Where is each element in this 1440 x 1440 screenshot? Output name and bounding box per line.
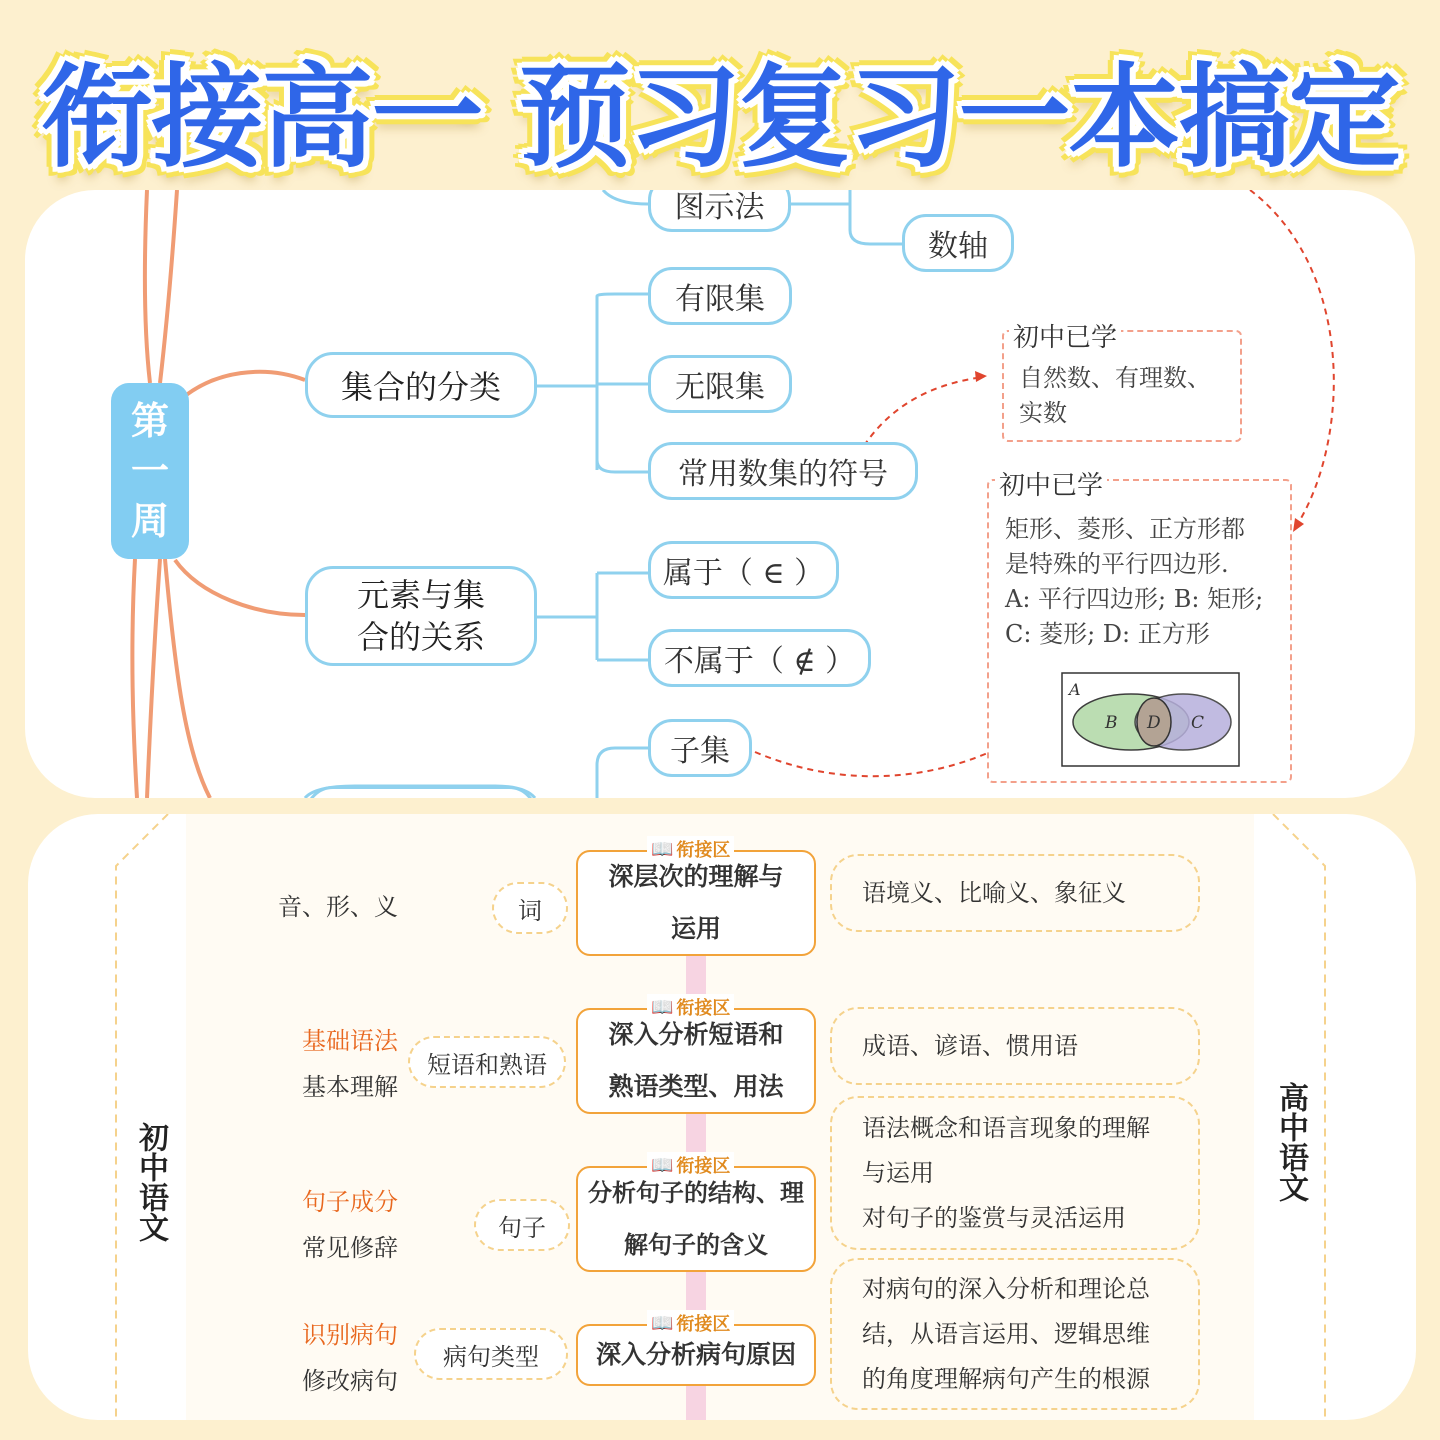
category-pill-faulty-sentence[interactable] [414,1328,568,1380]
note-line: 矩形、菱形、正方形都 [1005,515,1245,543]
bridge-line: 深层次的理解与 [608,862,784,891]
banner-title: 衔接高一 预习复习一本搞定 [41,53,1399,183]
leaf-label: 无限集 [675,370,765,405]
bridge-zone-tag [647,1152,734,1178]
junior-topic-highlight: 基础语法 [302,1027,398,1055]
senior-topic-line: 结，从语言运用、逻辑思维 [862,1319,1150,1348]
junior-chinese-label [130,1122,170,1250]
note-line: 自然数、有理数、 [1019,364,1211,392]
note-line: 实数 [1019,399,1067,427]
venn-label-b: B [1105,713,1118,733]
bridge-line: 熟语类型、用法 [608,1072,784,1101]
note-line: C: 菱形; D: 正方形 [1005,620,1210,648]
leaf-label: 属于（ ∈ ） [662,556,825,591]
venn-label-d: D [1147,713,1161,733]
topic-partial-bottom[interactable] [305,786,537,798]
junior-topic-line: 基本理解 [302,1073,398,1101]
pill-label: 短语和熟语 [427,1050,547,1079]
week-char-2: 一 [130,449,169,493]
senior-topic-line: 语法概念和语言现象的理解 [862,1113,1150,1142]
category-pill-sentence[interactable] [474,1199,570,1251]
bridge-node[interactable] [576,850,816,956]
pill-label: 病句类型 [443,1342,539,1371]
note-title: 初中已学 [1009,317,1121,354]
leaf-label: 有限集 [675,282,765,317]
week-label [111,383,189,559]
senior-topic [830,1096,1200,1250]
bridge-line: 深入分析短语和 [608,1020,784,1049]
leaf-finite-set[interactable] [648,267,792,325]
bridge-line: 深入分析病句原因 [595,1340,796,1369]
tag-label: 衔接区 [676,1314,731,1335]
venn-label-a: A [1069,680,1081,699]
leaf-label: 子集 [670,734,730,769]
category-pill-word[interactable] [492,882,568,934]
note-line: 是特殊的平行四边形. [1005,550,1229,578]
leaf-label: 不属于（ ∉ ） [663,644,856,679]
title-banner [0,0,1440,190]
senior-topic-line: 语境义、比喻义、象征义 [862,878,1126,907]
topic-label: 集合的分类 [340,368,501,406]
leaf-not-belongs-to[interactable] [648,629,871,687]
topic-label-line-2: 合的关系 [356,618,485,656]
chinese-bridge-panel [28,814,1416,1420]
note-body [1019,361,1211,431]
topic-element-set-relation[interactable] [305,566,537,666]
bridge-node[interactable] [576,1008,816,1114]
senior-topic [830,1007,1200,1085]
book-icon: 📖 [651,1154,674,1176]
leaf-label: 图示法 [674,190,765,225]
bridge-zone-tag [647,836,734,862]
leaf-subset[interactable] [648,719,752,777]
venn-diagram [1061,672,1241,768]
senior-topic-line: 对句子的鉴赏与灵活运用 [862,1203,1126,1232]
junior-topic-highlight: 识别病句 [302,1321,398,1349]
book-icon: 📖 [651,996,674,1018]
week-char-3: 周 [130,499,169,543]
leaf-number-line[interactable] [902,214,1014,272]
vertical-label: 初中语文 [133,1122,168,1242]
senior-topic-line: 成语、谚语、惯用语 [862,1031,1078,1060]
bridge-zone-tag [647,994,734,1020]
senior-topic-line: 的角度理解病句产生的根源 [862,1364,1150,1393]
bridge-line: 分析句子的结构、理 [588,1179,804,1207]
note-line: A: 平行四边形; B: 矩形; [1005,585,1264,613]
leaf-diagram-method[interactable] [648,190,791,232]
book-icon: 📖 [651,1312,674,1334]
junior-topic-line: 常见修辞 [302,1234,398,1262]
note-title: 初中已学 [995,465,1107,502]
junior-topic-line: 修改病句 [302,1367,398,1395]
junior-topic [228,1018,398,1110]
vertical-label: 高中语文 [1273,1082,1308,1202]
junior-topic [228,1312,398,1404]
leaf-infinite-set[interactable] [648,355,792,413]
tag-label: 衔接区 [676,840,731,861]
senior-topic [830,1258,1200,1410]
senior-topic-line: 与运用 [862,1158,934,1187]
topic-set-classification[interactable] [305,352,537,418]
junior-topic-line: 音、形、义 [278,893,398,921]
leaf-belongs-to[interactable] [648,541,839,599]
math-mindmap-panel [25,190,1415,798]
venn-label-c: C [1191,713,1205,733]
junior-topic-highlight: 句子成分 [302,1188,398,1216]
senior-chinese-label [1270,1082,1310,1210]
book-icon: 📖 [651,838,674,860]
leaf-label: 常用数集的符号 [678,457,888,492]
bridge-zone-tag [647,1310,734,1336]
bridge-line: 运用 [670,914,721,943]
junior-topic [228,884,398,930]
tag-label: 衔接区 [676,998,731,1019]
leaf-label: 数轴 [928,229,988,264]
bridge-line: 解句子的含义 [624,1231,768,1259]
leaf-number-set-symbols[interactable] [648,442,918,500]
category-pill-phrase[interactable] [408,1036,566,1088]
topic-label-line-1: 元素与集 [356,576,485,614]
week-char-1: 第 [130,399,169,443]
pill-label: 词 [518,896,542,925]
note-body [1005,512,1263,652]
bridge-node[interactable] [576,1166,816,1272]
pill-label: 句子 [498,1213,546,1242]
tag-label: 衔接区 [676,1156,731,1177]
junior-topic [228,1179,398,1271]
senior-topic-line: 对病句的深入分析和理论总 [862,1274,1150,1303]
senior-topic [830,854,1200,932]
